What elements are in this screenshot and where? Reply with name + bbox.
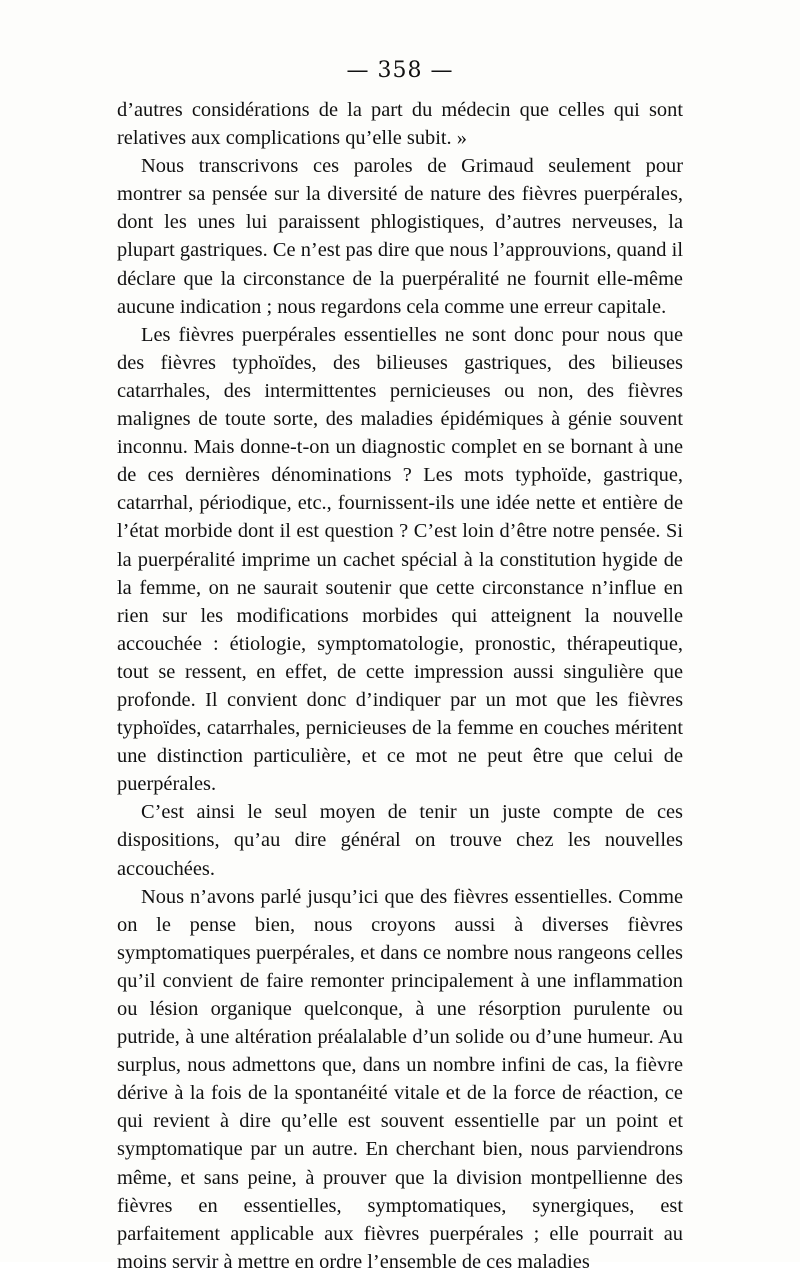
paragraph: d’autres considérations de la part du médecin que celles qui sont relatives aux complications qu’elle subit. »: [117, 99, 683, 150]
paragraph: Nous transcrivons ces paroles de Grimaud seulement pour montrer sa pensée sur la diversité de nature des fièvres puerpérales, dont les unes lui paraissent phlogistiques, d’autres nerveuses, la plupart gastriques. Ce n’est pas dire que nous l’approuvions, quand il déclare que la circonstance de la puerpéralité ne fournit elle-même aucune indication ; nous regardons cela comme une erreur capitale.: [117, 155, 683, 318]
paragraph: Les fièvres puerpérales essentielles ne sont donc pour nous que des fièvres typhoïdes, des bilieuses gastriques, des bilieuses catarrhales, des intermittentes pernicieuses ou non, des fièvres malignes de toute sorte, des maladies épidémiques à génie souvent inconnu. Mais donne-t-on un diagnostic complet en se bornant à une de ces dernières dénominations ? Les mots typhoïde, gastrique, catarrhal, périodique, etc., fournissent-ils une idée nette et entière de l’état morbide dont il est question ? C’est loin d’être notre pensée. Si la puerpéralité imprime un cachet spécial à la constitution hygide de la femme, on ne saurait soutenir que cette circonstance n’influe en rien sur les modifications morbides qui atteignent la nouvelle accouchée : étiologie, symptomatologie, pronostic, thérapeutique, tout se ressent, en effet, de cette impression aussi singulière que profonde. Il convient donc d’indiquer par un mot que les fièvres typhoïdes, catarrhales, pernicieuses de la femme en couches méritent une distinction particulière, et ce mot ne peut être que celui de puerpérales.: [117, 323, 683, 796]
page-number: — 358 —: [346, 58, 454, 83]
paragraph: Nous n’avons parlé jusqu’ici que des fièvres essentielles. Comme on le pense bien, nous croyons aussi à diverses fièvres symptomatiques puerpérales, et dans ce nombre nous rangeons celles qu’il convient de faire remonter principalement à une inflammation ou lésion organique quelconque, à une résorption purulente ou putride, à une altération préalalable d’un solide ou d’une humeur. Au surplus, nous admettons que, dans un nombre infini de cas, la fièvre dérive à la fois de la spontanéité vitale et de la force de réaction, ce qui revient à dire qu’elle est souvent essentielle par un point et symptomatique par un autre. En cherchant bien, nous parviendrons même, et sans peine, à prouver que la division montpellienne des fièvres en essentielles, symptomatiques, synergiques, est parfaitement applicable aux fièvres puerpérales ; elle pourrait au moins servir à mettre en ordre l’ensemble de ces maladies: [117, 885, 683, 1273]
paragraph: C’est ainsi le seul moyen de tenir un juste compte de ces dispositions, qu’au dire général on trouve chez les nouvelles accouchées.: [117, 801, 683, 880]
body-text: [117, 96, 683, 1276]
